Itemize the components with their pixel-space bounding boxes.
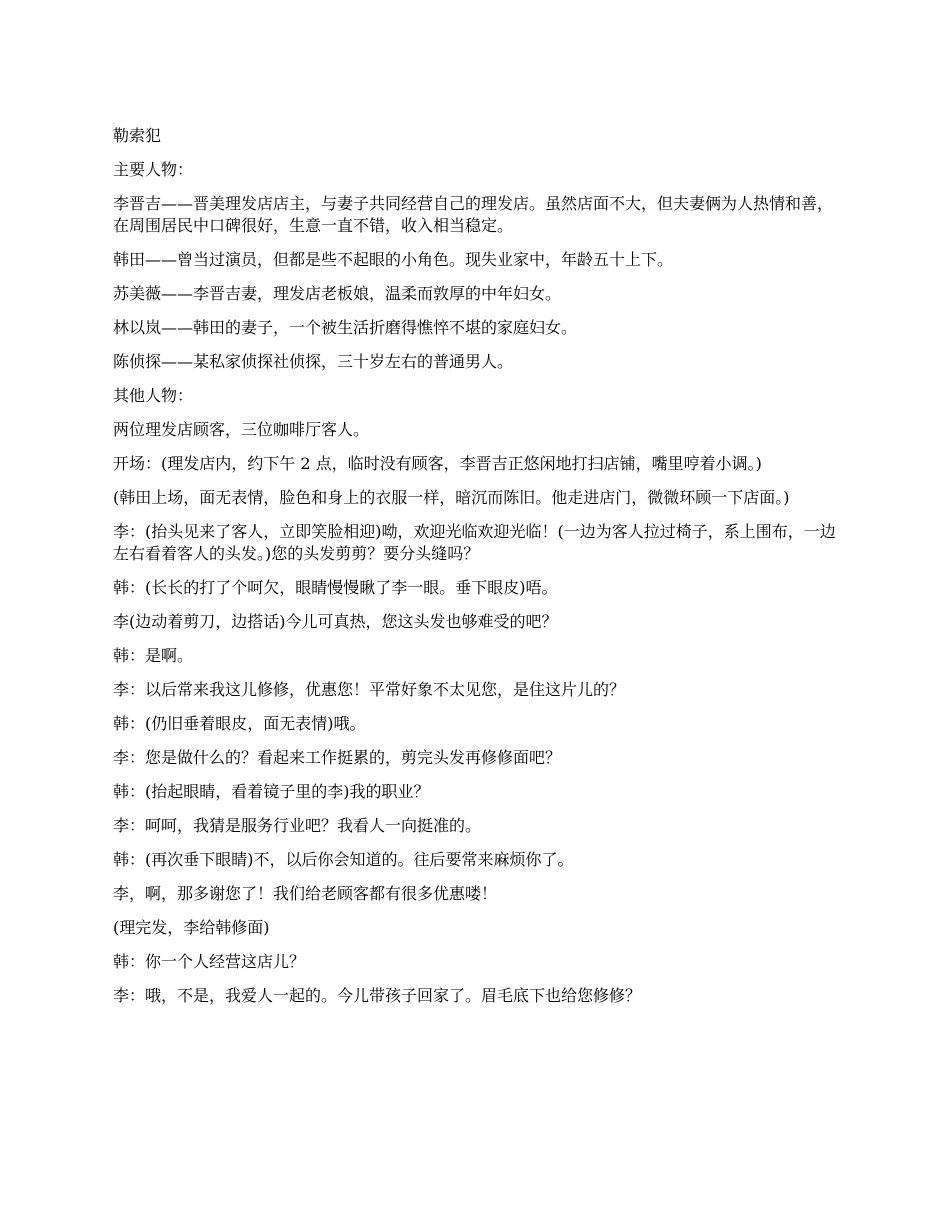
section-heading-other-characters: 其他人物：	[113, 386, 194, 405]
other-characters-text: 两位理发店顾客，三位咖啡厅客人。	[113, 420, 370, 439]
character-description: 李晋吉——晋美理发店店主，与妻子共同经营自己的理发店。虽然店面不大，但夫妻俩为人热情和善，在周围居民中口碑很好，生意一直不错，收入相当稳定。	[113, 194, 834, 235]
dialogue-line: 李：哦，不是，我爱人一起的。今儿带孩子回家了。眉毛底下也给您修修？	[113, 986, 642, 1005]
character-description: 苏美薇——李晋吉妻，理发店老板娘，温柔而敦厚的中年妇女。	[113, 284, 562, 303]
dialogue-line: 李，啊，那多谢您了！我们给老顾客都有很多优惠喽！	[113, 884, 498, 903]
dialogue-line: 李：以后常来我这儿修修，优惠您！平常好象不太见您，是住这片儿的？	[113, 680, 626, 699]
dialogue-line: 李：(抬头见来了客人，立即笑脸相迎)呦，欢迎光临欢迎光临！(一边为客人拉过椅子，系上围布，一边左右看着客人的头发。)您的头发剪剪？要分头缝吗？	[113, 522, 836, 563]
character-description: 韩田——曾当过演员，但都是些不起眼的小角色。现失业家中，年龄五十上下。	[113, 250, 674, 269]
document-page	[113, 125, 843, 1019]
dialogue-line: 韩：(长长的打了个呵欠，眼睛慢慢瞅了李一眼。垂下眼皮)唔。	[113, 578, 558, 597]
stage-direction: (理完发，李给韩修面)	[113, 918, 270, 937]
dialogue-line: 韩：你一个人经营这店儿？	[113, 952, 306, 971]
dialogue-line: 韩：(抬起眼睛，看着镜子里的李)我的职业？	[113, 782, 430, 801]
dialogue-line: 韩：(仍旧垂着眼皮，面无表情)哦。	[113, 714, 366, 733]
character-description: 陈侦探——某私家侦探社侦探，三十岁左右的普通男人。	[113, 352, 514, 371]
dialogue-line: 李：您是做什么的？看起来工作挺累的，剪完头发再修修面吧？	[113, 748, 562, 767]
dialogue-line: 韩：是啊。	[113, 646, 194, 665]
section-heading-main-characters: 主要人物：	[113, 160, 194, 179]
dialogue-line: 李：呵呵，我猜是服务行业吧？我看人一向挺准的。	[113, 816, 482, 835]
dialogue-line: 韩：(再次垂下眼睛)不，以后你会知道的。往后要常来麻烦你了。	[113, 850, 574, 869]
stage-direction: 开场：(理发店内，约下午 2 点，临时没有顾客，李晋吉正悠闲地打扫店铺，嘴里哼着小调。)	[113, 454, 762, 473]
document-title: 勒索犯	[113, 126, 162, 145]
character-description: 林以岚——韩田的妻子，一个被生活折磨得憔悴不堪的家庭妇女。	[113, 318, 578, 337]
stage-direction: (韩田上场，面无表情，脸色和身上的衣服一样，暗沉而陈旧。他走进店门，微微环顾一下店面。)	[113, 488, 790, 507]
dialogue-line: 李(边动着剪刀，边搭话)今儿可真热，您这头发也够难受的吧？	[113, 612, 558, 631]
